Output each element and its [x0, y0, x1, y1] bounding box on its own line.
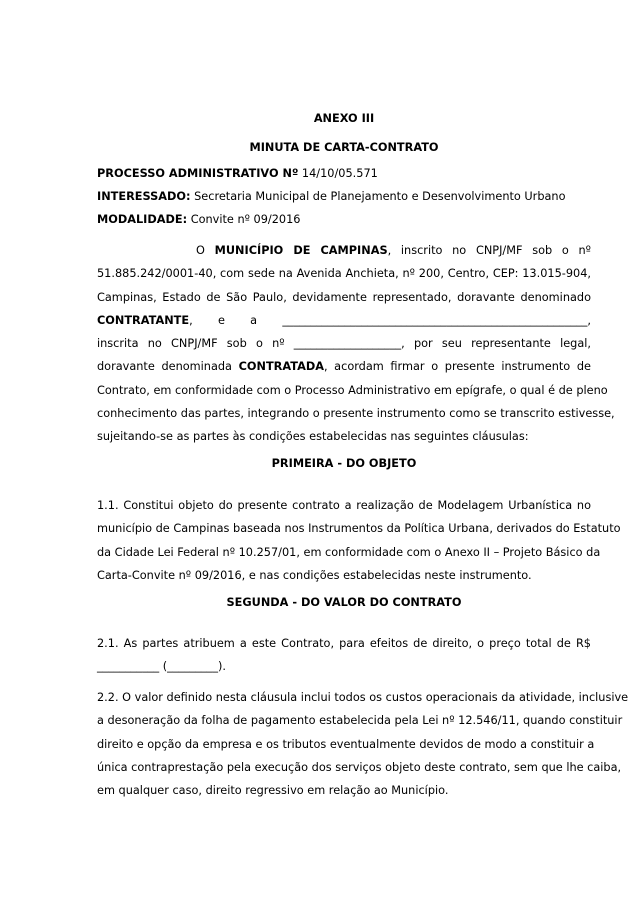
- intro-line-5: inscrita no CNPJ/MF sob o nº ___________________, por seu representante legal,: [97, 337, 591, 351]
- clause-2-2-line-5: em qualquer caso, direito regressivo em relação ao Município.: [97, 784, 449, 798]
- municipality-name: MUNICÍPIO DE CAMPINAS: [214, 244, 388, 257]
- intro-paragraph: [97, 239, 615, 449]
- document-title: MINUTA DE CARTA-CONTRATO: [249, 141, 439, 154]
- clause-2-2-line-1: 2.2. O valor definido nesta cláusula inclui todos os custos operacionais da atividade, inclusive: [97, 691, 629, 704]
- intro-line-8: conhecimento das partes, integrando o presente instrumento como se transcrito estivesse,: [97, 407, 615, 421]
- clause-1-line-3: da Cidade Lei Federal nº 10.257/01, em conformidade com o Anexo II – Projeto Básico da: [97, 545, 601, 559]
- interested-label: INTERESSADO:: [97, 190, 191, 203]
- process-label: PROCESSO ADMINISTRATIVO Nº: [97, 167, 299, 180]
- clause-1-heading: PRIMEIRA - DO OBJETO: [271, 457, 417, 470]
- clause-2-2-line-2: a desoneração da folha de pagamento estabelecida pela Lei nº 12.546/11, quando constituir: [97, 714, 623, 728]
- clause-1-paragraph: [97, 494, 621, 587]
- intro-line-7: Contrato, em conformidade com o Processo Administrativo em epígrafe, o qual é de pleno: [97, 383, 608, 397]
- clause-2-heading: SEGUNDA - DO VALOR DO CONTRATO: [226, 596, 462, 609]
- process-line: [97, 167, 378, 180]
- clause-1-line-4: Carta-Convite nº 09/2016, e nas condições estabelecidas neste instrumento.: [97, 568, 532, 582]
- clause-2-1-line-1: 2.1. As partes atribuem a este Contrato, para efeitos de direito, o preço total de R$: [97, 637, 591, 650]
- clause-1-line-1: 1.1. Constitui objeto do presente contrato a realização de Modelagem Urbanística no: [97, 499, 591, 512]
- clause-2-2-line-3: direito e opção da empresa e os tributos eventualmente devidos de modo a constituir a: [97, 737, 595, 751]
- clause-2-1-line-2: ___________ (_________).: [97, 660, 226, 674]
- annex-title: ANEXO III: [313, 112, 375, 125]
- modality-value: Convite nº 09/2016: [187, 213, 301, 226]
- interested-value: Secretaria Municipal de Planejamento e Desenvolvimento Urbano: [190, 190, 566, 203]
- process-value: 14/10/05.571: [298, 167, 378, 180]
- intro-line-1: O MUNICÍPIO DE CAMPINAS, inscrito no CNPJ/MF sob o nº: [196, 244, 591, 257]
- intro-line-9: sujeitando-se as partes às condições estabelecidas nas seguintes cláusulas:: [97, 430, 529, 444]
- intro-line-6: doravante denominada CONTRATADA, acordam firmar o presente instrumento de: [97, 360, 591, 374]
- clause-2-2-paragraph: [97, 686, 629, 802]
- intro-line-2: 51.885.242/0001-40, com sede na Avenida Anchieta, nº 200, Centro, CEP: 13.015-904,: [97, 267, 591, 281]
- interested-line: [97, 190, 566, 203]
- clause-1-line-2: município de Campinas baseada nos Instrumentos da Política Urbana, derivados do Estatuto: [97, 522, 621, 536]
- intro-line-3: Campinas, Estado de São Paulo, devidamente representado, doravante denominado: [97, 290, 591, 304]
- clause-2-1-paragraph: [97, 632, 591, 679]
- clause-2-2-line-4: única contraprestação pela execução dos serviços objeto deste contrato, sem que lhe caiba,: [97, 760, 622, 774]
- contratada-term: CONTRATADA: [238, 360, 324, 374]
- modality-label: MODALIDADE:: [97, 213, 188, 226]
- modality-line: [97, 213, 300, 226]
- contratante-term: CONTRATANTE: [97, 313, 190, 327]
- intro-line-4: CONTRATANTE, e a ______________________________________________________,: [97, 313, 591, 327]
